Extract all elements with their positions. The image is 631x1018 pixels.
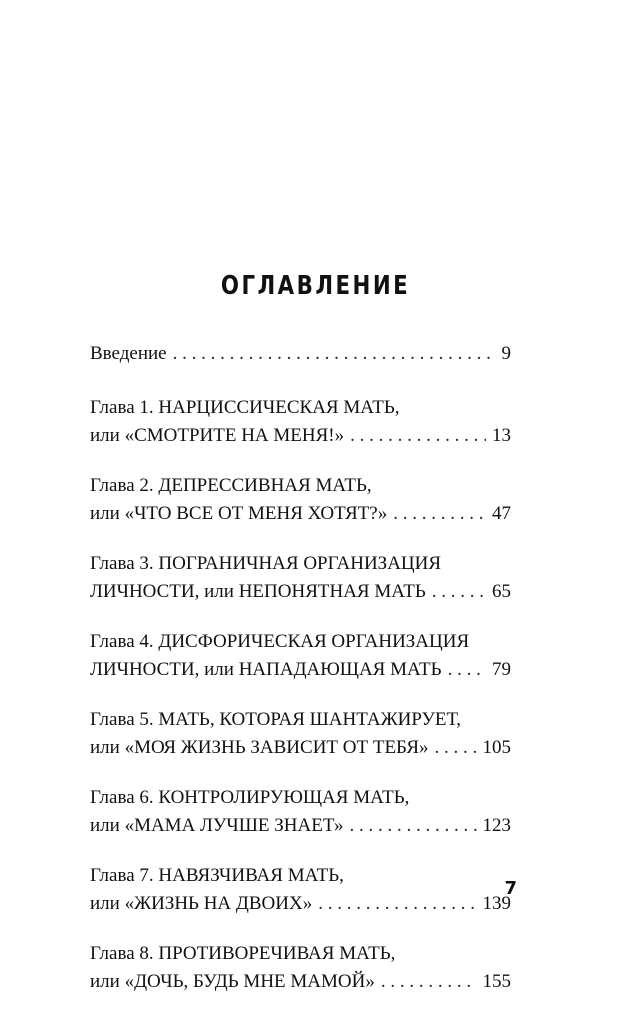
dot-leader [435, 734, 477, 762]
toc-entry-subtitle: ЛИЧНОСТИ, или НАПАДАЮЩАЯ МАТЬ [90, 659, 442, 680]
toc-entry-final-line [90, 500, 511, 528]
toc-page-number: 47 [492, 503, 511, 524]
toc-entry-title: Глава 8. ПРОТИВОРЕЧИВАЯ МАТЬ, [90, 943, 396, 964]
dot-leader [350, 422, 486, 450]
toc-entry-chapter-2[interactable] [90, 472, 511, 528]
dot-leader [173, 340, 496, 368]
toc-entry-final-line [90, 578, 511, 606]
toc-entry-final-line [90, 812, 511, 840]
toc-entry-chapter-7[interactable] [90, 862, 511, 918]
toc-entry-final-line [90, 340, 511, 368]
toc-entry-final-line [90, 734, 511, 762]
toc-entry-chapter-1[interactable] [90, 394, 511, 450]
toc-entry-title: Глава 4. ДИСФОРИЧЕСКАЯ ОРГАНИЗАЦИЯ [90, 631, 470, 652]
toc-entry-final-line [90, 656, 511, 684]
toc-page-number: 13 [492, 425, 511, 446]
toc-entry-title: Глава 3. ПОГРАНИЧНАЯ ОРГАНИЗАЦИЯ [90, 553, 442, 574]
dot-leader [381, 968, 477, 996]
toc-page-number: 65 [492, 581, 511, 602]
toc-entry-chapter-8[interactable] [90, 940, 511, 996]
page-number: 7 [504, 878, 517, 899]
toc-entry-title: Глава 5. МАТЬ, КОТОРАЯ ШАНТАЖИРУЕТ, [90, 709, 461, 730]
dot-leader [448, 656, 486, 684]
toc-entry-subtitle: ЛИЧНОСТИ, или НЕПОНЯТНАЯ МАТЬ [90, 581, 426, 602]
toc-page-number: 155 [482, 971, 511, 992]
toc-entry-subtitle: или «МОЯ ЖИЗНЬ ЗАВИСИТ ОТ ТЕБЯ» [90, 737, 429, 758]
toc-page-number: 79 [492, 659, 511, 680]
toc-entry-subtitle: или «СМОТРИТЕ НА МЕНЯ!» [90, 425, 345, 446]
page-title: ОГЛАВЛЕНИЕ [220, 271, 411, 302]
toc-entry-subtitle: или «МАМА ЛУЧШЕ ЗНАЕТ» [90, 815, 344, 836]
table-of-contents [90, 340, 511, 1018]
toc-page-number: 9 [501, 343, 511, 364]
toc-entry-title: Глава 6. КОНТРОЛИРУЮЩАЯ МАТЬ, [90, 787, 410, 808]
toc-page-number: 123 [482, 815, 511, 836]
toc-entry-subtitle: или «ЧТО ВСЕ ОТ МЕНЯ ХОТЯТ?» [90, 503, 388, 524]
toc-entry-chapter-3[interactable] [90, 550, 511, 606]
toc-entry-chapter-6[interactable] [90, 784, 511, 840]
toc-page-number: 105 [482, 737, 511, 758]
toc-entry-final-line [90, 968, 511, 996]
toc-entry-title: Глава 7. НАВЯЗЧИВАЯ МАТЬ, [90, 865, 344, 886]
toc-page-number: 139 [482, 893, 511, 914]
toc-entry-title: Глава 2. ДЕПРЕССИВНАЯ МАТЬ, [90, 475, 372, 496]
toc-entry-introduction[interactable] [90, 340, 511, 368]
toc-entry-title: Введение [90, 343, 167, 364]
toc-entry-subtitle: или «ДОЧЬ, БУДЬ МНЕ МАМОЙ» [90, 971, 375, 992]
dot-leader [318, 890, 476, 918]
toc-entry-title: Глава 1. НАРЦИССИЧЕСКАЯ МАТЬ, [90, 397, 400, 418]
toc-entry-final-line [90, 422, 511, 450]
dot-leader [393, 500, 486, 528]
toc-entry-subtitle: или «ЖИЗНЬ НА ДВОИХ» [90, 893, 313, 914]
toc-entry-final-line [90, 890, 511, 918]
dot-leader [432, 578, 486, 606]
dot-leader [349, 812, 476, 840]
toc-entry-chapter-5[interactable] [90, 706, 511, 762]
toc-entry-chapter-4[interactable] [90, 628, 511, 684]
